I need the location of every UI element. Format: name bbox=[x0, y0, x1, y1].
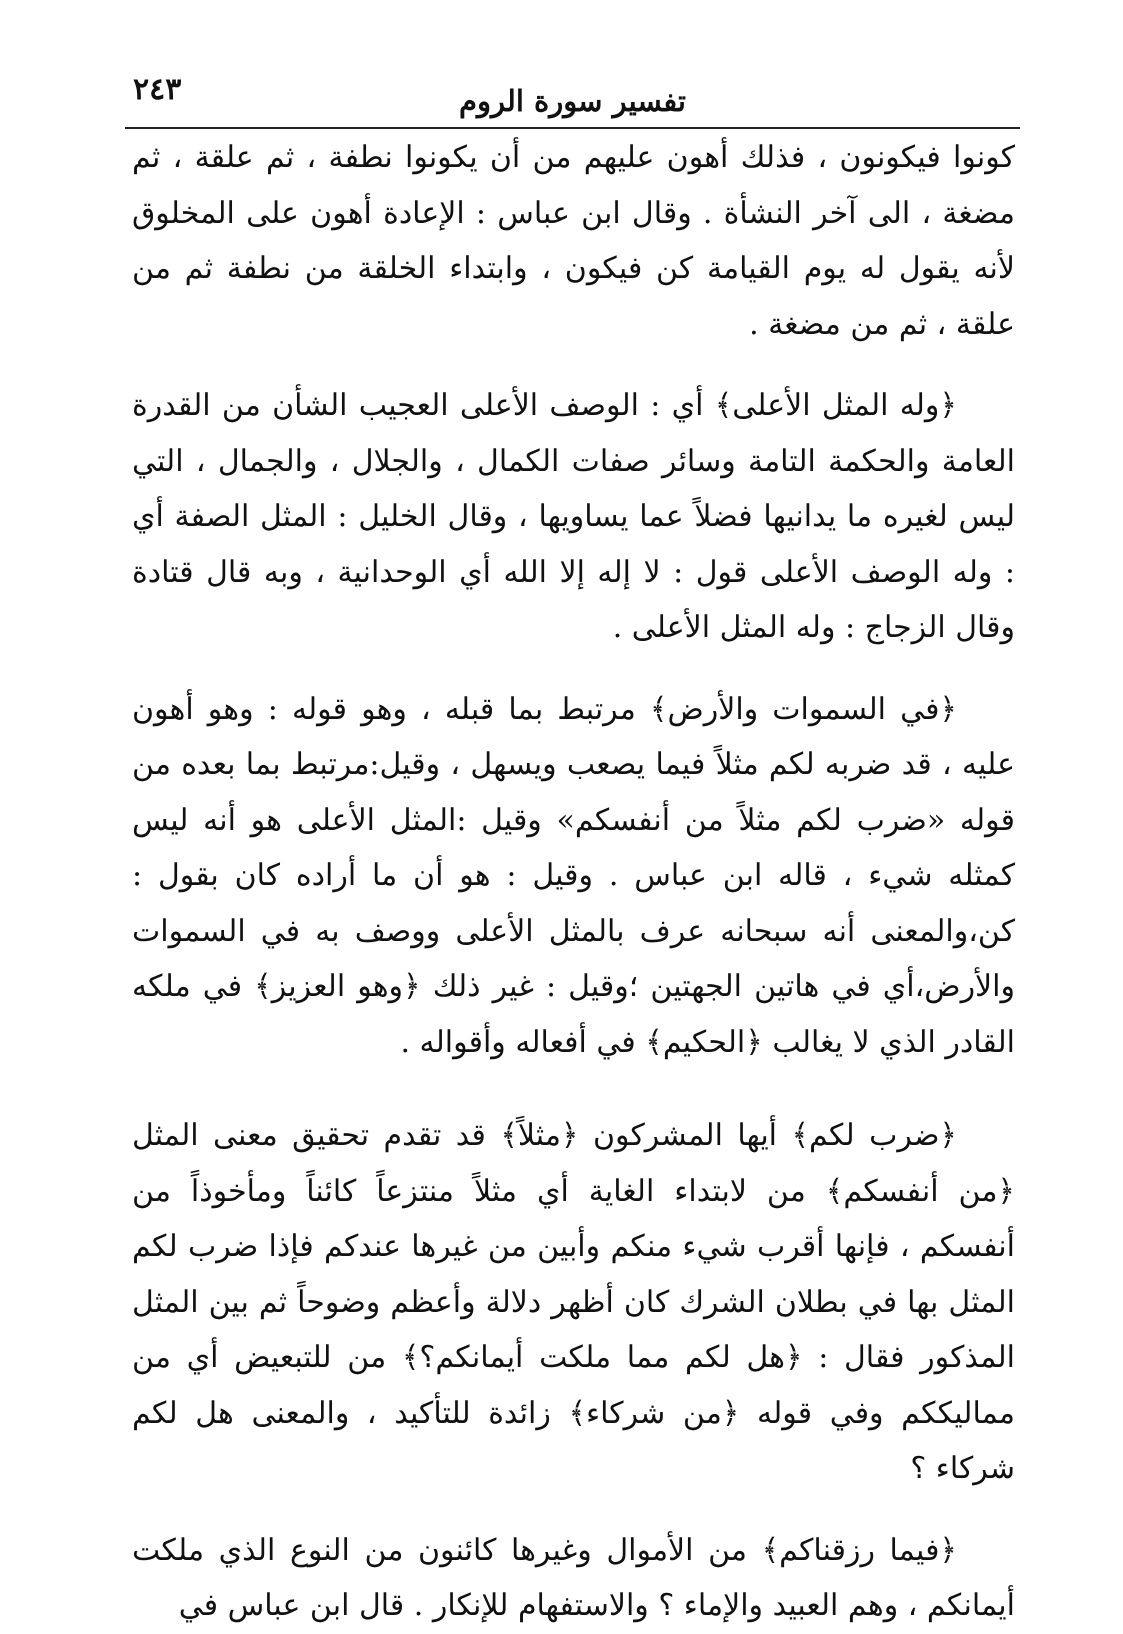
header-divider bbox=[125, 127, 1020, 129]
paragraph-5: ﴿فيما رزقناكم﴾ من الأموال وغيرها كائنون من النوع الذي ملكت أيمانكم ، وهم العبيد والإماء ؟ والاستفهام للإنكار . قال ابن عباس في bbox=[132, 1532, 1015, 1623]
paragraph-3: ﴿في السموات والأرض﴾ مرتبط بما قبله ، وهو قوله : وهو أهون عليه ، قد ضربه لكم مثلاً فيما يصعب ويسهل ، وقيل:مرتبط بما بعده من قوله «ضرب لكم مثلاً من أنفسكم» وقيل :المثل الأعلى هو أنه ليس كمثله شيء ، قاله ابن عباس . وقيل : هو أن ما أراده كان بقول : كن،والمعنى أنه سبحانه عرف بالمثل الأعلى ووصف به في السموات والأرض،أي في هاتين الجهتين ؛وقيل : غير ذلك ﴿وهو العزيز﴾ في ملكه القادر الذي لا يغالب ﴿الحكيم﴾ في أفعاله وأقواله . bbox=[132, 691, 1015, 1060]
page-number: ٢٤٣ bbox=[133, 72, 182, 107]
page-body bbox=[132, 130, 1015, 1634]
paragraph-1: كونوا فيكونون ، فذلك أهون عليهم من أن يكونوا نطفة ، ثم علقة ، ثم مضغة ، الى آخر النشأة . وقال ابن عباس : الإعادة أهون على المخلوق لأنه يقول له يوم القيامة كن فيكون ، وابتداء الخلقة من نطفة ثم من علقة ، ثم من مضغة . bbox=[132, 140, 1015, 342]
paragraph-2: ﴿وله المثل الأعلى﴾ أي : الوصف الأعلى العجيب الشأن من القدرة العامة والحكمة التامة وسائر صفات الكمال ، والجلال ، والجمال ، التي ليس لغيره ما يدانيها فضلاً عما يساويها ، وقال الخليل : المثل الصفة أي : وله الوصف الأعلى قول : لا إله إلا الله أي الوحدانية ، وبه قال قتادة وقال الزجاج : وله المثل الأعلى . bbox=[132, 388, 1015, 645]
paragraph-4: ﴿ضرب لكم﴾ أيها المشركون ﴿مثلاً﴾ قد تقدم تحقيق معنى المثل ﴿من أنفسكم﴾ من لابتداء الغاية أي مثلاً منتزعاً كائناً ومأخوذاً من أنفسكم ، فإنها أقرب شيء منكم وأبين من غيرها عندكم فإذا ضرب لكم المثل بها في بطلان الشرك كان أظهر دلالة وأعظم وضوحاً ثم بين المثل المذكور فقال : ﴿هل لكم مما ملكت أيمانكم؟﴾ من للتبعيض أي من مماليككم وفي قوله ﴿من شركاء﴾ زائدة للتأكيد ، والمعنى هل لكم شركاء ؟ bbox=[132, 1118, 1015, 1486]
page-header bbox=[125, 70, 1020, 130]
running-title: تفسير سورة الروم bbox=[459, 84, 686, 118]
